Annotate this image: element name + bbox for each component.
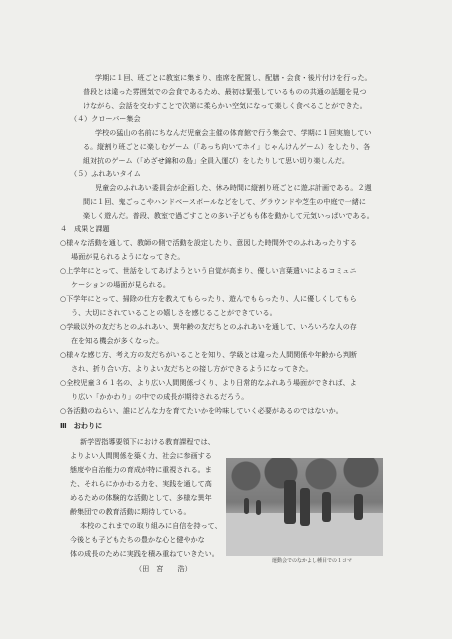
photo-figure (300, 488, 310, 526)
text-line: 今後とも子どもたちの豊かな心と健やかな (70, 535, 205, 544)
photo-figure (244, 498, 249, 514)
text-line: 本校のこれまでの取り組みに自信を持って、 (80, 521, 222, 530)
text-line: 学校の猛山の名前にちなんだ児童会主催の体育館で行う集会で、学期に１回実施してい (95, 128, 372, 137)
text-line: 態度や自治能力の育成が特に重視される。ま (70, 465, 212, 474)
text-line: ○学級以外の友だちとのふれあい、異年齢の友だちとのふれあいを通して、いろいろな人の存 (60, 322, 357, 331)
photo-figure (322, 492, 331, 522)
text-line: う、大切にされていることの嬉しさを感じることができている。 (71, 308, 277, 317)
section-heading: （４）クローバー集会 (70, 114, 141, 123)
text-line: ○様々な活動を通して、教師の側で活動を設定したり、意図した時間外でのふれあったりする (60, 238, 357, 247)
text-line: ○様々な感じ方、考え方の友だちがいることを知り、学級とは違った人間関係や年齢から判断 (60, 350, 358, 359)
text-line: 新学習指導要領下における教育課程では、 (80, 437, 215, 446)
text-line: ケーションの場面が見られる。 (71, 280, 171, 289)
text-line: 場面が見られるようになってきた。 (71, 252, 185, 261)
text-line: 体の成長のために実践を積み重ねていきたい。 (70, 549, 219, 558)
author-name: （田 宮 浩） (135, 564, 192, 573)
text-line: 学期に１回、班ごとに教室に集まり、座席を配置し、配膳・会食・後片付けを行った。 (95, 73, 372, 82)
text-line: ○各活動のねらい、誰にどんな力を育てたいかを吟味していく必要があるのではないか。 (60, 406, 343, 415)
photo-figure (354, 494, 363, 520)
text-line: 楽しく遊んだ。普段、教室で過ごすことの多い子どもも体を動かして元気いっぱいである。 (83, 211, 374, 220)
event-photo (226, 458, 383, 556)
text-line: 間に１回、鬼ごっこやハンドベースボールなどをして、グラウンドや芝生の中庭で一緒に (83, 197, 366, 206)
section-heading: （５）ふれあいタイム (70, 169, 141, 178)
text-line: よりよい人間関係を築く力、社会に参画する (70, 451, 212, 460)
text-line: り広い「かかわり」の中での成長が期待されるだろう。 (71, 392, 249, 401)
text-line: 普段とは違った雰囲気での会食であるため、最初は緊張しているものの共通の話題を見つ (83, 87, 367, 96)
photo-figure (284, 480, 296, 524)
text-line: めるための体験的な活動として、多様な異年 (70, 493, 212, 502)
text-line: ○上学年にとって、世話をしてあげようという自覚が高まり、優しい言葉遣いによるコミュニ (60, 266, 357, 275)
text-line: 組対抗のゲーム（「めざせ錦和の島」全員入運び）をしたりして思い切り楽しんだ。 (83, 156, 350, 165)
text-line: 齢集団での教育活動に期待している。 (70, 507, 191, 516)
photo-figure (256, 500, 261, 515)
text-line: 児童会のふれあい委員会が企画した、休み時間に縦割り班ごとに遊ぶ計画である。２週 (95, 183, 372, 192)
text-line: けながら、会話を交わすことで次第に柔らかい空気になって楽しく食べることができた。 (83, 101, 367, 110)
text-line: た、それらにかかわる力を、実践を通して高 (70, 479, 212, 488)
text-line: ○下学年にとって、掃除の仕方を教えてもらったり、遊んでもらったり、人に優しくしてもら (60, 294, 357, 303)
text-line: 在を知る機会が多くなった。 (71, 336, 164, 345)
text-line: る。縦割り班ごとに楽しむゲーム（「あっち向いてホイ」じゃんけんゲーム）をしたり、各 (83, 142, 371, 151)
text-line: され、折り合い方、よりよい友だちとの接し方ができるようになってきた。 (71, 364, 313, 373)
text-line: ○全校児童３６１名の、より広い人間関係づくり、より日常的なふれあう場面ができれば、よ (60, 378, 357, 387)
section-heading: Ⅲ おわりに (60, 421, 103, 430)
section-heading: ４ 成果と課題 (60, 224, 110, 233)
photo-caption: 運動会でのなかよし種目での１コマ (272, 558, 353, 564)
